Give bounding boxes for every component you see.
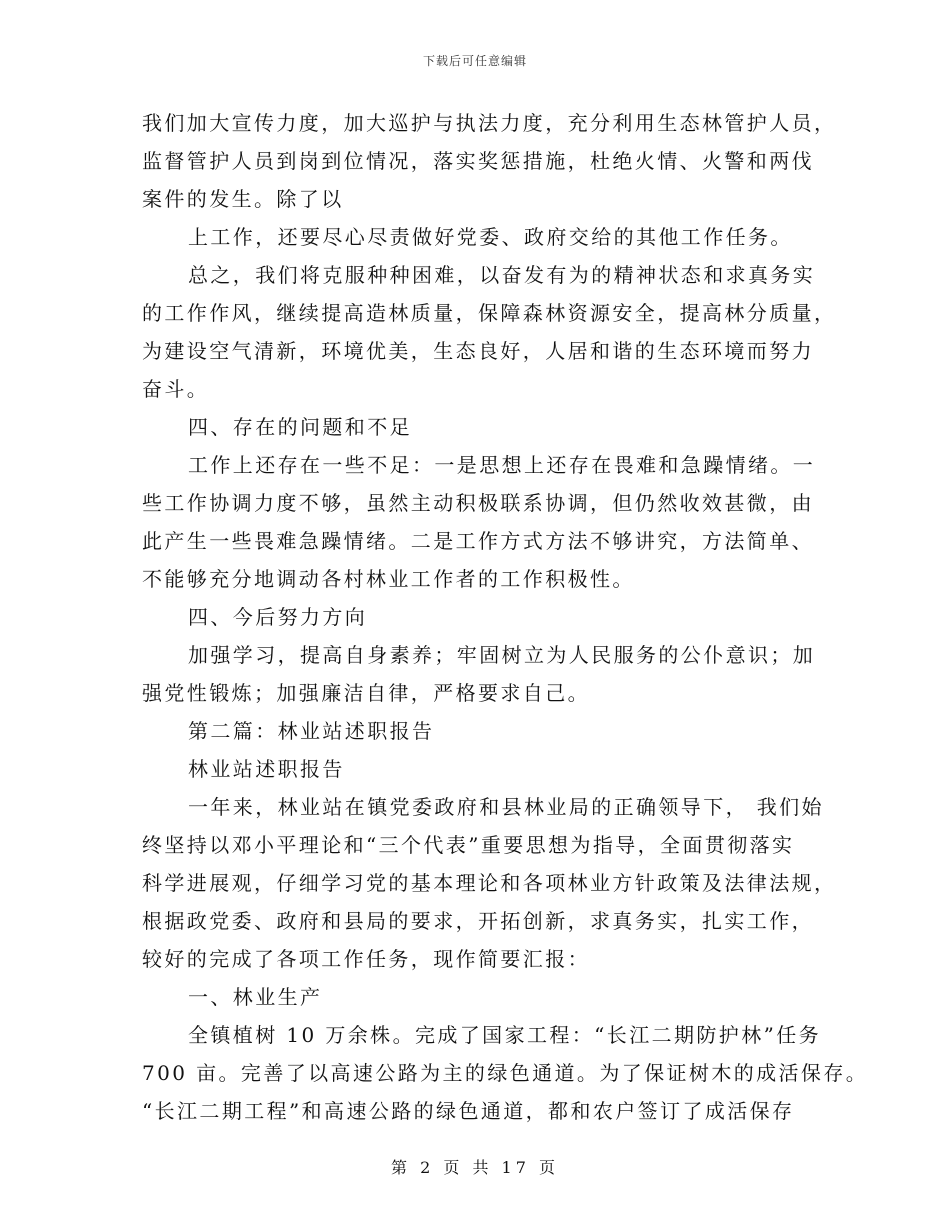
paragraph-line: 我们加大宣传力度，加大巡护与执法力度，充分利用生态林管护人员， bbox=[142, 111, 837, 135]
paragraph-line: 总之，我们将克服种种困难，以奋发有为的精神状态和求真务实 bbox=[188, 263, 816, 287]
paragraph-line: 工作上还存在一些不足：一是思想上还存在畏难和急躁情绪。一 bbox=[188, 453, 816, 477]
paragraph-line: 加强学习，提高自身素养；牢固树立为人民服务的公仆意识；加 bbox=[188, 643, 816, 667]
page-header-note: 下载后可任意编辑 bbox=[422, 54, 527, 68]
paragraph-line: 为建设空气清新，环境优美，生态良好，人居和谐的生态环境而努力 bbox=[142, 339, 814, 363]
paragraph-line: 此产生一些畏难急躁情绪。二是工作方式方法不够讲究，方法简单、 bbox=[142, 529, 814, 553]
paragraph-line: 700 亩。完善了以高速公路为主的绿色通道。为了保证树木的成活保存。 bbox=[142, 1061, 869, 1085]
section-heading: 一、林业生产 bbox=[188, 985, 323, 1009]
paragraph-line: 不能够充分地调动各村林业工作者的工作积极性。 bbox=[142, 567, 635, 591]
paragraph-line: 较好的完成了各项工作任务，现作简要汇报： bbox=[142, 947, 590, 971]
paragraph-line: 全镇植树 10 万余株。完成了国家工程：“长江二期防护林”任务 bbox=[188, 1023, 822, 1047]
paragraph-line: 上工作，还要尽心尽责做好党委、政府交给的其他工作任务。 bbox=[188, 225, 793, 249]
paragraph-line: 强党性锻炼；加强廉洁自律，严格要求自己。 bbox=[142, 681, 590, 705]
paragraph-line: 的工作作风，继续提高造林质量，保障森林资源安全，提高林分质量， bbox=[142, 301, 837, 325]
paragraph-line: 奋斗。 bbox=[142, 377, 210, 401]
section-heading: 四、存在的问题和不足 bbox=[188, 415, 412, 439]
paragraph-line: 科学进展观，仔细学习党的基本理论和各项林业方针政策及法律法规， bbox=[142, 871, 837, 895]
paragraph-line: 案件的发生。除了以 bbox=[142, 187, 344, 211]
report-title: 林业站述职报告 bbox=[188, 757, 345, 781]
section-heading: 四、今后努力方向 bbox=[188, 605, 368, 629]
paragraph-line: 根据政党委、政府和县局的要求，开拓创新，求真务实，扎实工作， bbox=[142, 909, 814, 933]
paragraph-line: 一年来，林业站在镇党委政府和县林业局的正确领导下， 我们始 bbox=[188, 795, 824, 819]
paragraph-line: 监督管护人员到岗到位情况，落实奖惩措施，杜绝火情、火警和两伐 bbox=[142, 149, 814, 173]
page-number-footer: 第 2 页 共 17 页 bbox=[391, 1158, 559, 1177]
paragraph-line: 些工作协调力度不够，虽然主动积极联系协调，但仍然收效甚微，由 bbox=[142, 491, 814, 515]
paragraph-line: “长江二期工程”和高速公路的绿色通道，都和农户签订了成活保存 bbox=[142, 1099, 795, 1123]
section-title: 第二篇：林业站述职报告 bbox=[188, 719, 435, 743]
paragraph-line: 终坚持以邓小平理论和“三个代表”重要思想为指导，全面贯彻落实 bbox=[142, 833, 795, 857]
